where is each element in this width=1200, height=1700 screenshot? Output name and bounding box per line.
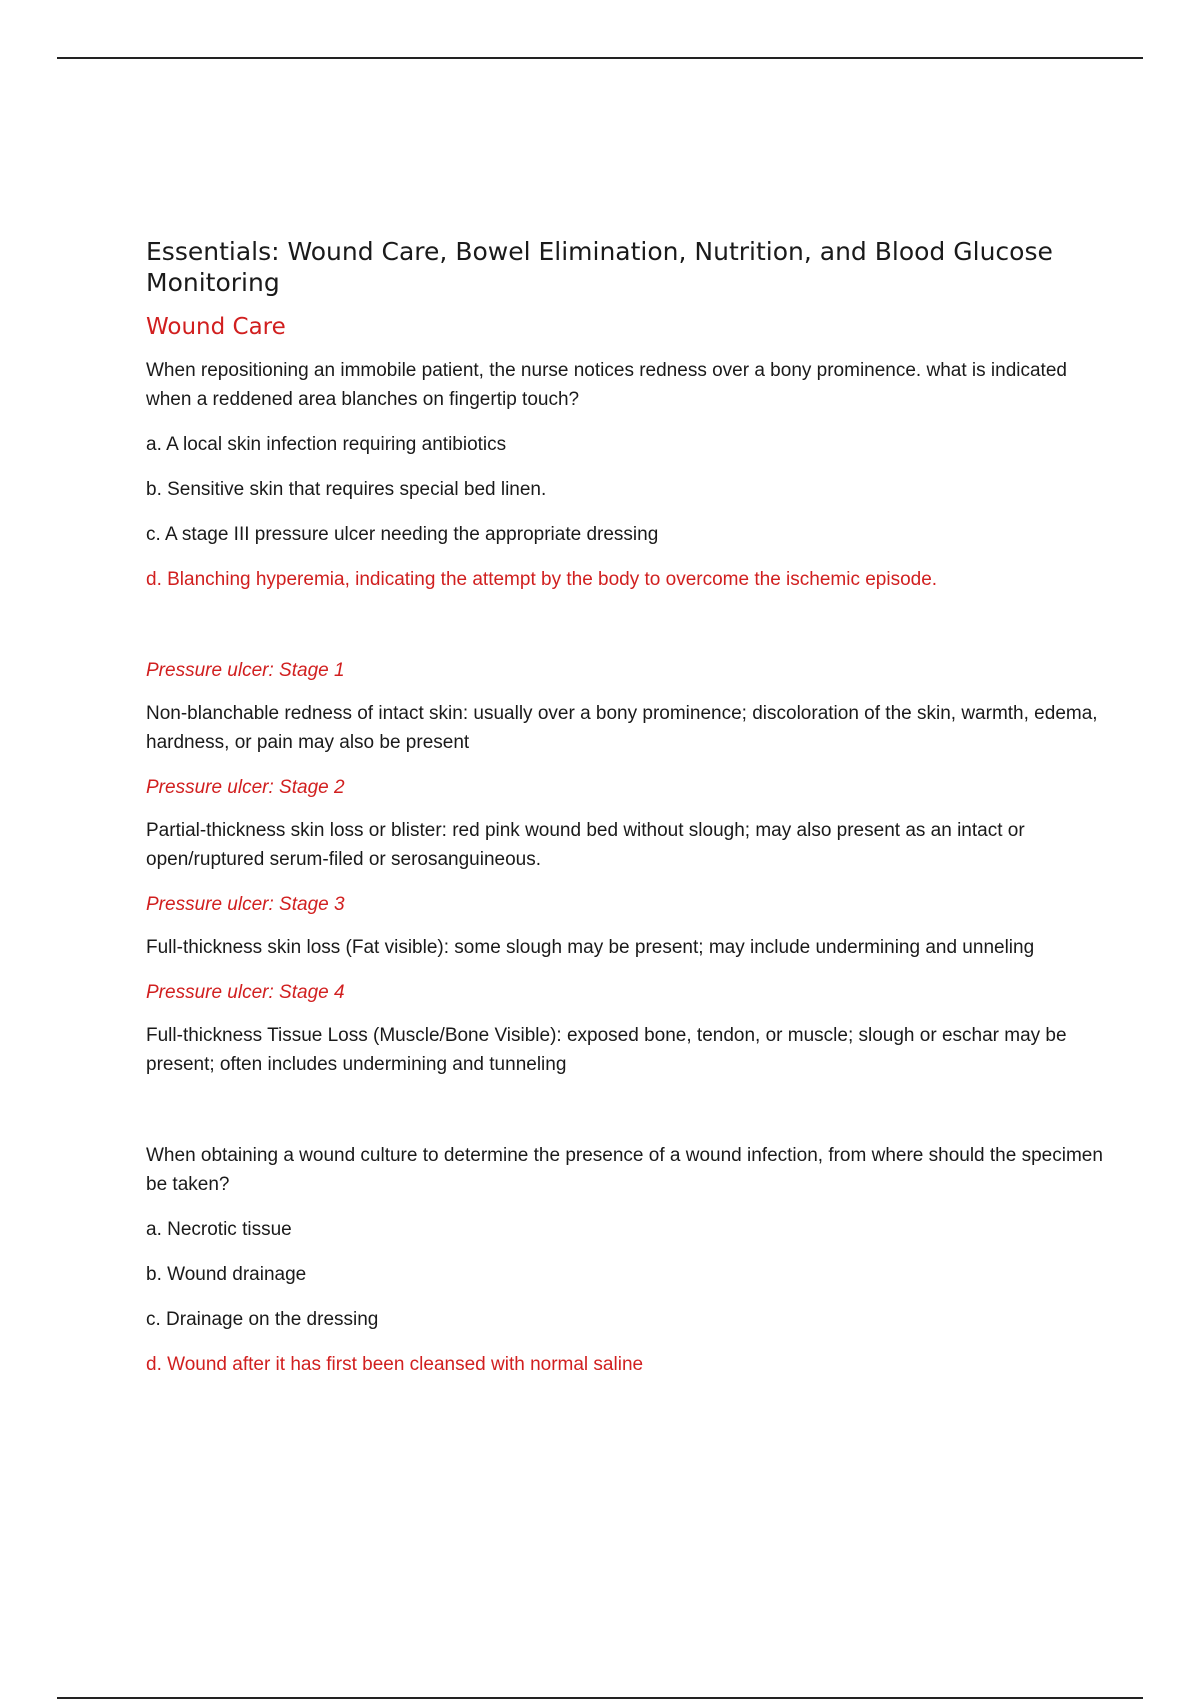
bottom-rule xyxy=(57,1697,1143,1699)
q1-option-b: b. Sensitive skin that requires special bed linen. xyxy=(146,479,547,500)
question-2: When obtaining a wound culture to determine the presence of a wound infection, from where should the specimen be taken? xyxy=(146,1145,1103,1195)
q1-option-c: c. A stage III pressure ulcer needing the appropriate dressing xyxy=(146,524,659,545)
document-title: Essentials: Wound Care, Bowel Elimination, Nutrition, and Blood Glucose Monitoring xyxy=(146,237,1053,297)
stage-4-description: Full-thickness Tissue Loss (Muscle/Bone Visible): exposed bone, tendon, or muscle; slough or eschar may be present; often includes undermining and tunneling xyxy=(146,1025,1067,1075)
stage-3-heading: Pressure ulcer: Stage 3 xyxy=(146,894,345,915)
stage-2-heading: Pressure ulcer: Stage 2 xyxy=(146,777,345,798)
q2-option-a: a. Necrotic tissue xyxy=(146,1219,292,1240)
section-heading-wound-care: Wound Care xyxy=(146,314,286,340)
stage-3-description: Full-thickness skin loss (Fat visible): some slough may be present; may include undermining and unneling xyxy=(146,937,1035,958)
top-rule xyxy=(57,57,1143,59)
stage-4-heading: Pressure ulcer: Stage 4 xyxy=(146,982,345,1003)
q2-option-d-answer: d. Wound after it has first been cleansed with normal saline xyxy=(146,1354,644,1375)
document-body xyxy=(146,236,1106,1379)
q1-option-d-answer: d. Blanching hyperemia, indicating the attempt by the body to overcome the ischemic episode. xyxy=(146,569,938,590)
q2-option-b: b. Wound drainage xyxy=(146,1264,307,1285)
stage-2-description: Partial-thickness skin loss or blister: red pink wound bed without slough; may also present as an intact or open/ruptured serum-filed or serosanguineous. xyxy=(146,820,1025,870)
stage-1-description: Non-blanchable redness of intact skin: usually over a bony prominence; discoloration of the skin, warmth, edema, hardness, or pain may also be present xyxy=(146,703,1098,753)
question-1: When repositioning an immobile patient, the nurse notices redness over a bony prominence. what is indicated when a reddened area blanches on fingertip touch? xyxy=(146,360,1067,410)
stage-1-heading: Pressure ulcer: Stage 1 xyxy=(146,660,345,681)
q2-option-c: c. Drainage on the dressing xyxy=(146,1309,379,1330)
q1-option-a: a. A local skin infection requiring antibiotics xyxy=(146,434,507,455)
